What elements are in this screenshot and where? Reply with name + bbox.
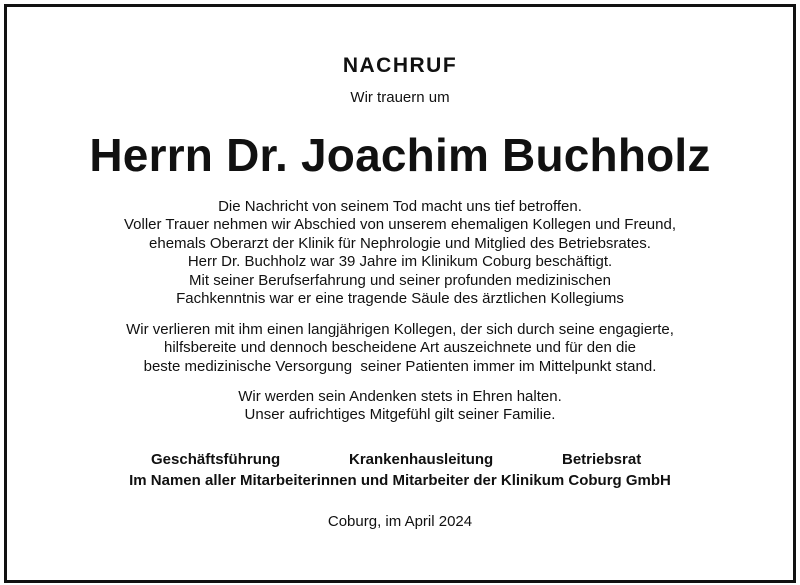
text-line: Unser aufrichtiges Mitgefühl gilt seiner Familie. bbox=[244, 406, 556, 424]
place-date: Coburg, im April 2024 bbox=[327, 513, 473, 530]
text-line: Fachkenntnis war er eine tragende Säule des ärztlichen Kollegiums bbox=[176, 290, 624, 308]
signer-management: Geschäftsführung bbox=[151, 451, 281, 468]
paragraph-condolence bbox=[0, 198, 800, 308]
paragraph-remembrance bbox=[0, 388, 800, 425]
intro-line: Wir trauern um bbox=[350, 89, 450, 106]
notice-heading: NACHRUF bbox=[342, 54, 458, 77]
text-line: Voller Trauer nehmen wir Abschied von unserem ehemaligen Kollegen und Freund, bbox=[124, 216, 676, 234]
deceased-name: Herrn Dr. Joachim Buchholz bbox=[89, 129, 711, 181]
staff-line: Im Namen aller Mitarbeiterinnen und Mitarbeiter der Klinikum Coburg GmbH bbox=[129, 472, 671, 489]
paragraph-tribute bbox=[0, 321, 800, 376]
text-line: Die Nachricht von seinem Tod macht uns tief betroffen. bbox=[218, 198, 582, 215]
text-line: Wir verlieren mit ihm einen langjährigen Kollegen, der sich durch seine engagierte, bbox=[126, 321, 674, 338]
signer-hospital-leadership: Krankenhausleitung bbox=[349, 451, 494, 468]
text-line: Wir werden sein Andenken stets in Ehren halten. bbox=[238, 388, 562, 405]
text-line: hilfsbereite und dennoch bescheidene Art auszeichnete und für den die bbox=[163, 339, 636, 357]
text-line: beste medizinische Versorgung seiner Patienten immer im Mittelpunkt stand. bbox=[143, 357, 657, 375]
text-line: Herr Dr. Buchholz war 39 Jahre im Klinikum Coburg beschäftigt. bbox=[187, 253, 613, 271]
signer-works-council: Betriebsrat bbox=[562, 451, 642, 468]
text-line: ehemals Oberarzt der Klinik für Nephrologie und Mitglied des Betriebsrates. bbox=[149, 234, 651, 252]
signers-row bbox=[0, 450, 800, 470]
text-line: Mit seiner Berufserfahrung und seiner profunden medizinischen bbox=[189, 271, 611, 289]
